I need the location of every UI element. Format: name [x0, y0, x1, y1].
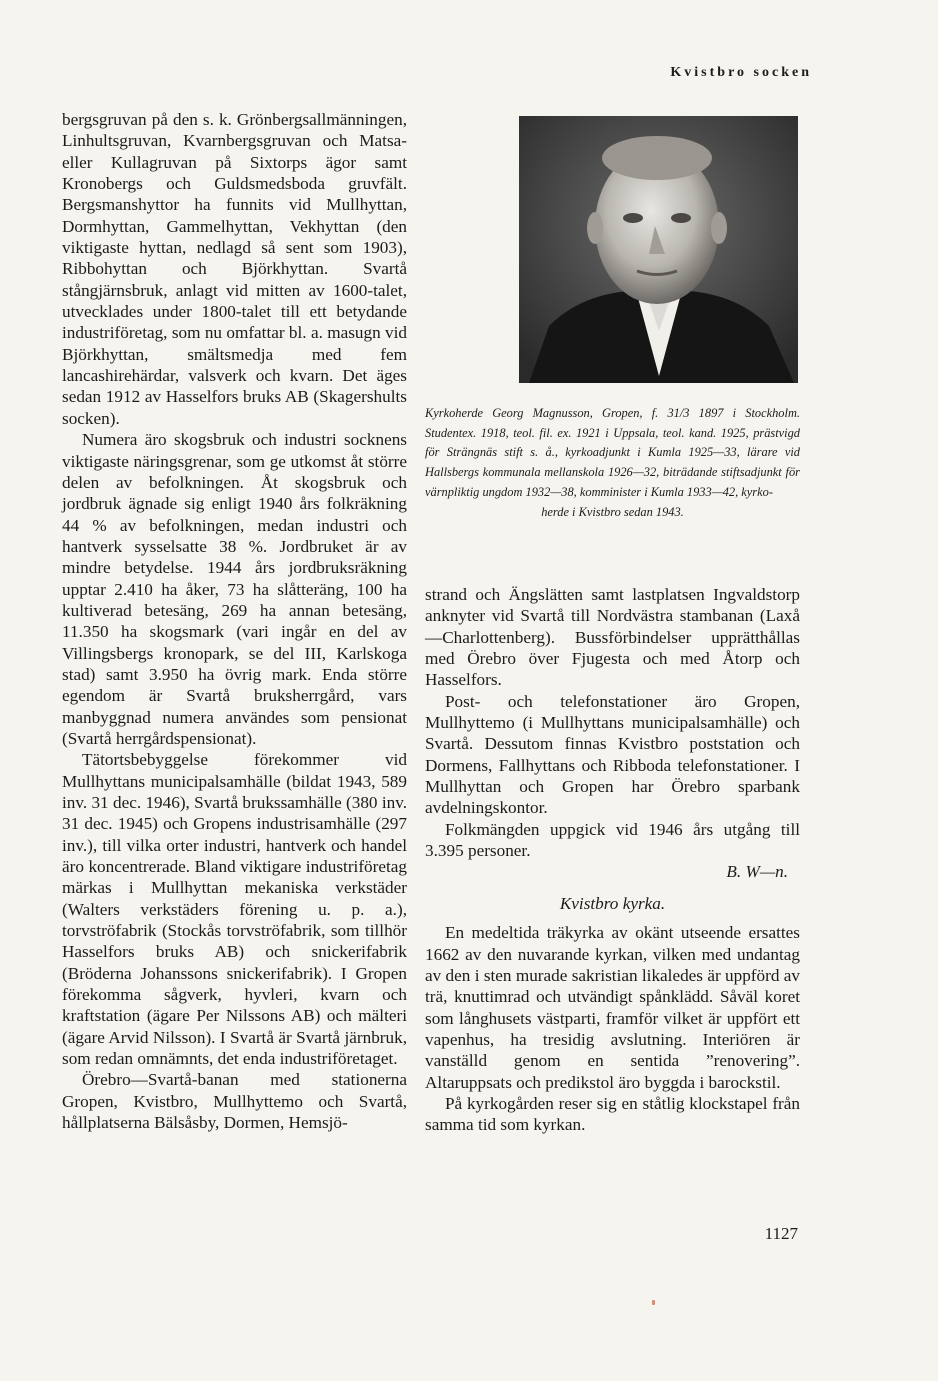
portrait-photo-icon: [519, 116, 798, 383]
portrait-photo: [519, 116, 798, 383]
caption-last-line: herde i Kvistbro sedan 1943.: [541, 504, 684, 519]
paragraph-church: En medeltida träkyrka av okänt utseende ersattes 1662 av den nuvarande kyrkan, vilken med undantag av den i sten murade sakristian likaledes är uppförd av trä, knuttimrad och utvändigt spånklädd. Såväl koret som långhusets västparti, framför vilket är uppfört ett vapenhus, ha tresidig avslutning. Interiören är vanställd genom en sentida ”renovering”. Altaruppsats och predikstol äro byggda i barockstil.: [425, 923, 800, 1092]
paragraph-railway: Örebro—Svartå-banan med stationerna Gropen, Kvistbro, Mullhyttemo och Svartå, hållplatserna Bälsåsby, Dormen, Hemsjö-: [62, 1070, 407, 1133]
paragraph-industry: Numera äro skogsbruk och industri socknens viktigaste näringsgrenar, som ge utkomst åt större delen av befolkningen. Åt skogsbruk och jordbruk ägnade sig enligt 1940 års folkräkning 44 % av befolkningen, medan industri och hantverk sysselsatte 38 %. Jordbruket är av mindre betydelse. 1944 års jordbruksräkning upptar 2.410 ha åker, 73 ha slåtteräng, 100 ha kultiverad betesäng, 269 ha annan betesäng, 11.350 ha skogsmark (vari ingår en del av Villingsbergs kronopark, se del III, Karlskoga stad) samt 3.950 ha övrig mark. Enda större egendom är Svartå bruksherrgård, vars manbyggnad numera användes som pensionat (Svartå herrgårdspensionat).: [62, 430, 407, 748]
portrait-caption: [425, 404, 800, 522]
paragraph-settlements: Tätortsbebyggelse förekommer vid Mullhyttans municipalsamhälle (bildat 1943, 589 inv. 31 dec. 1946), Svartå brukssamhälle (380 inv. 31 dec. 1945) och Gropens industrisamhälle (297 inv.), till vilka orter industri, hantverk och handel äro koncentrerade. Bland viktigare industriföretag märkas i Mullhyttan mekaniska verkstäder (Walters verkstäders förening u. p. a.), torvströfabrik (Stockås torvströfabrik, som tillhör Hasselfors bruks AB) och snickerifabrik (Bröderna Johanssons snickerifabrik). I Gropen förekomma sågverk, hyvleri, kvarn och kraftstation (ägare Per Nilssons AB) och mälteri (ägare Arvid Nilsson). I Svartå är Svartå järnbruk, som redan omnämnts, det enda industriföretaget.: [62, 750, 407, 1069]
right-column: [425, 584, 800, 1136]
paragraph-transport: strand och Ängslätten samt lastplatsen Ingvaldstorp anknyter vid Svartå till Nordvästra stambanan (Laxå—Charlottenberg). Bussförbindelser upprätthållas med Örebro över Fjugesta och med Åtorp och Hasselfors.: [425, 585, 800, 690]
caption-body: Kyrkoherde Georg Magnusson, Gropen, f. 31/3 1897 i Stockholm. Studentex. 1918, teol. fil. ex. 1921 i Uppsala, teol. kand. 1925, prästvigd för Strängnäs stift s. å., kyrkoadjunkt i Kumla 1925—33, lärare vid Hallsbergs kommunala mellanskola 1926—32, biträdande stiftsadjunkt för värnpliktig ungdom 1932—38, komminister i Kumla 1933—42, kyrko-: [425, 406, 800, 499]
paper-mark: [652, 1300, 655, 1305]
author-signature: B. W—n.: [726, 862, 788, 882]
paragraph-bell-tower: På kyrkogården reser sig en ståtlig klockstapel från samma tid som kyrkan.: [425, 1093, 800, 1135]
paragraph-post: Post- och telefonstationer äro Gropen, Mullhyttemo (i Mullhyttans municipalsamhälle) och Svartå. Dessutom finnas Kvistbro poststation och Dormens, Fallhyttans och Ribboda telefonstationer. I Mullhyttan och Gropen har Örebro sparbank avdelningskontor.: [425, 691, 800, 818]
running-head: Kvistbro socken: [670, 65, 812, 80]
section-title: Kvistbro kyrka.: [559, 893, 666, 913]
page-number: 1127: [764, 1224, 798, 1243]
paragraph-population: Folkmängden uppgick vid 1946 års utgång till 3.395 personer.: [425, 819, 800, 861]
paragraph-mines: bergsgruvan på den s. k. Grönbergsallmänningen, Linhultsgruvan, Kvarnbergsgruvan och Matsa- eller Kullagruvan på Sixtorps ägor samt Kronobergs och Guldsmedsboda gruvfält. Bergsmanshyttor ha funnits vid Mullhyttan, Dormhyttan, Gammelhyttan, Vekhyttan (den viktigaste hyttan, nedlagd så sent som 1903), Ribbohyttan och Björkhyttan. Svartå stångjärnsbruk, anlagt vid mitten av 1600-talet, utvecklades under 1800-talet till ett betydande industriföretag, som nu omfattar bl. a. masugn vid Björkhyttan, smältsmedja med fem lancashirehärdar, valsverk och kvarn. Det äges sedan 1912 av Hasselfors bruks AB (Skagershults socken).: [62, 110, 407, 428]
left-column: [62, 109, 407, 1134]
